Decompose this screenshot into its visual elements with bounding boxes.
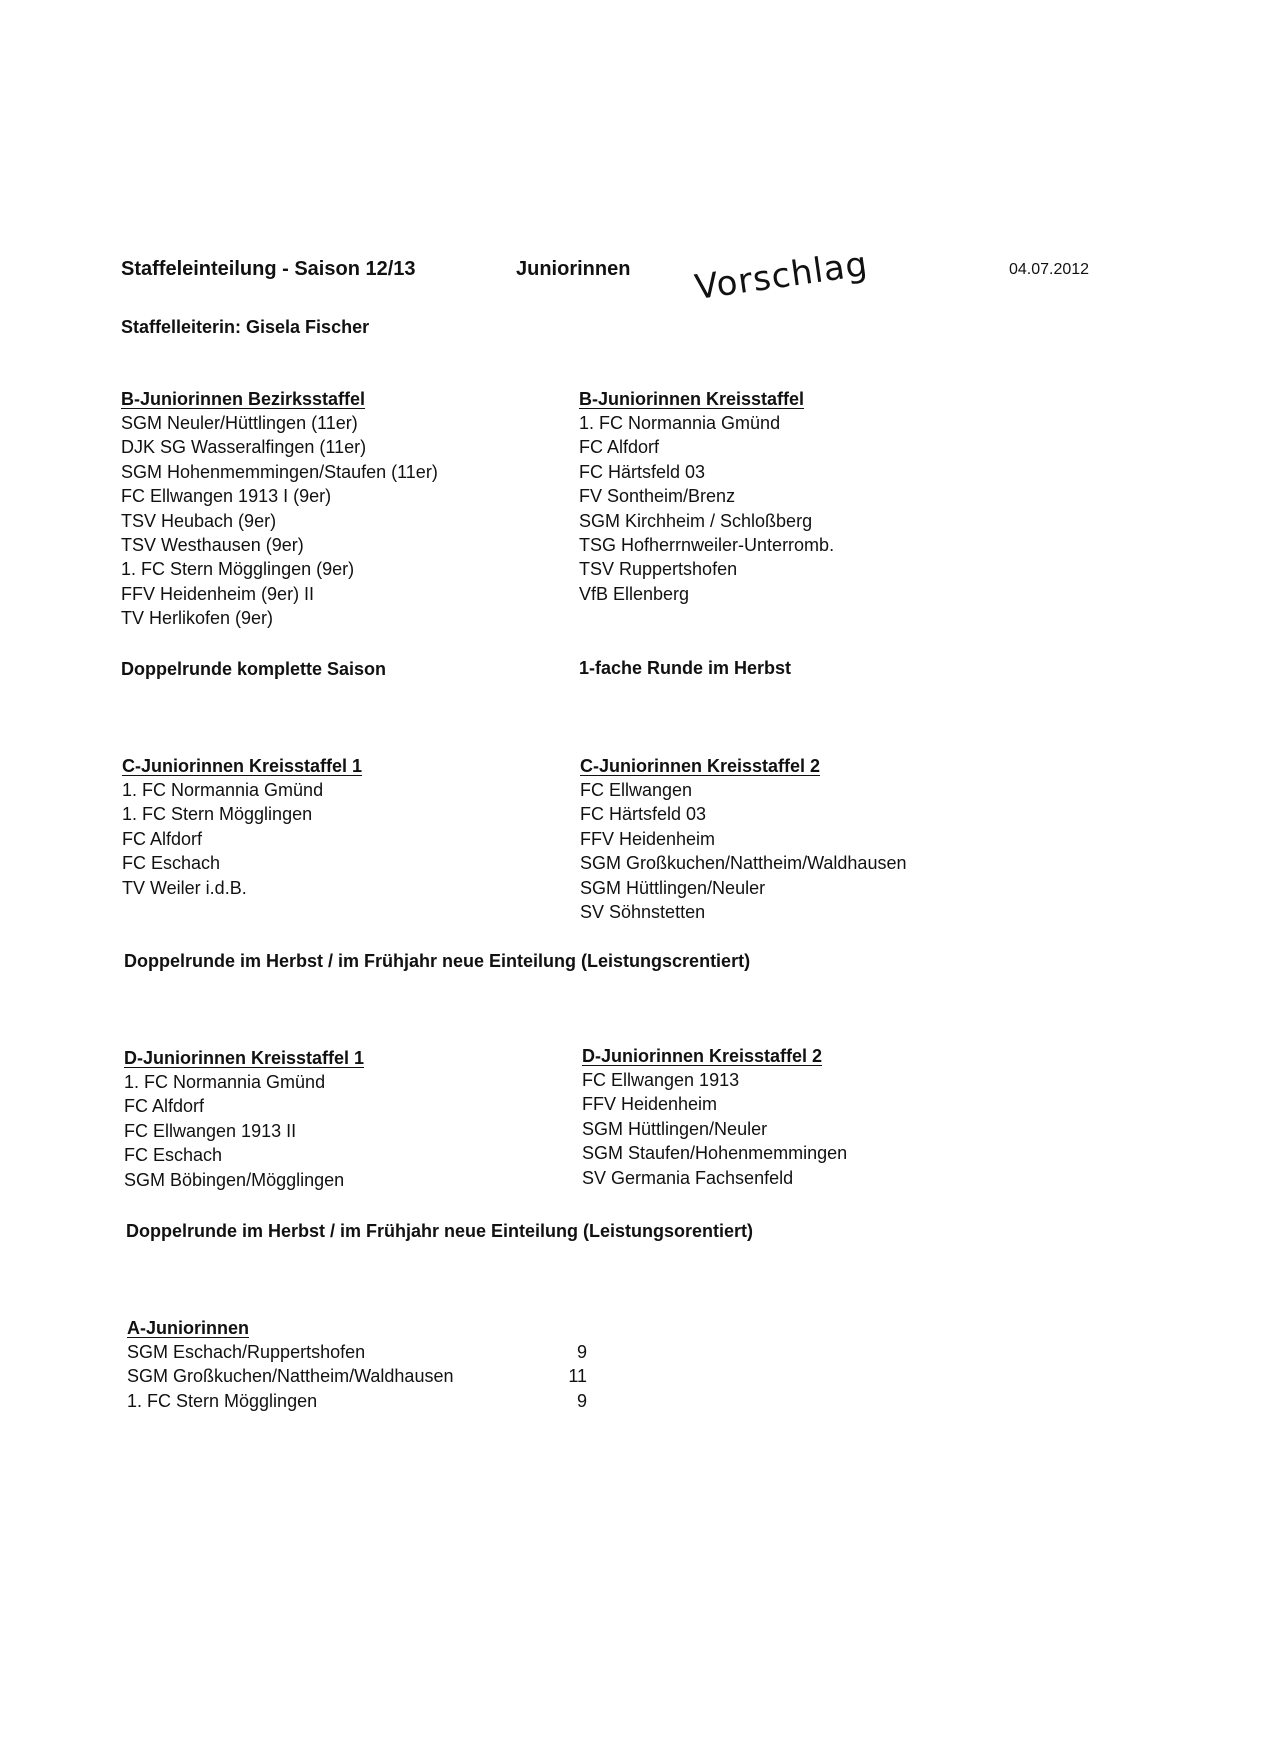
section-b-kreisstaffel bbox=[579, 389, 834, 606]
list-item: FC Eschach bbox=[124, 1145, 223, 1166]
team-list bbox=[122, 778, 362, 900]
c-note: Doppelrunde im Herbst / im Frühjahr neue Einteilung (Leistungscrentiert) bbox=[124, 951, 751, 971]
list-item: 1. FC Stern Mögglingen (9er) bbox=[121, 559, 355, 580]
list-item: VfB Ellenberg bbox=[579, 583, 690, 604]
section-title: C-Juniorinnen Kreisstaffel 1 bbox=[122, 756, 363, 776]
section-c-kreisstaffel-2 bbox=[580, 756, 906, 924]
team-list bbox=[579, 411, 834, 606]
proposal-stamp: Vorschlag bbox=[692, 244, 871, 308]
list-item: FC Alfdorf bbox=[124, 1096, 205, 1117]
list-item: FFV Heidenheim (9er) II bbox=[121, 583, 315, 604]
bleed-through-mark bbox=[560, 100, 573, 146]
section-title: C-Juniorinnen Kreisstaffel 2 bbox=[580, 756, 821, 776]
list-item: FC Ellwangen 1913 I (9er) bbox=[121, 486, 332, 507]
list-item: TSV Heubach (9er) bbox=[121, 510, 277, 531]
list-item: TV Weiler i.d.B. bbox=[122, 877, 247, 898]
table-row bbox=[127, 1340, 587, 1364]
page-title: Staffeleinteilung - Saison 12/13 bbox=[121, 258, 416, 280]
list-item: FC Ellwangen bbox=[580, 780, 693, 800]
table-row bbox=[127, 1389, 587, 1413]
section-title: D-Juniorinnen Kreisstaffel 1 bbox=[124, 1048, 365, 1068]
section-title: D-Juniorinnen Kreisstaffel 2 bbox=[582, 1046, 823, 1066]
table-row bbox=[127, 1364, 587, 1388]
list-item: SGM Hüttlingen/Neuler bbox=[580, 877, 766, 898]
team-name: SGM Eschach/Ruppertshofen bbox=[127, 1342, 366, 1362]
team-list bbox=[121, 411, 438, 631]
list-item: FFV Heidenheim bbox=[580, 828, 716, 849]
list-item: FC Eschach bbox=[122, 853, 221, 874]
staff-leader: Staffelleiterin: Gisela Fischer bbox=[121, 317, 370, 337]
list-item: SV Germania Fachsenfeld bbox=[582, 1167, 794, 1188]
b-bezirk-note: Doppelrunde komplette Saison bbox=[121, 659, 387, 679]
list-item: FC Alfdorf bbox=[122, 828, 203, 849]
team-name: 1. FC Stern Mögglingen bbox=[127, 1390, 318, 1411]
list-item: TSG Hofherrnweiler-Unterromb. bbox=[579, 535, 835, 556]
section-title: B-Juniorinnen Kreisstaffel bbox=[579, 389, 805, 409]
team-name: SGM Großkuchen/Nattheim/Waldhausen bbox=[127, 1366, 454, 1387]
list-item: TSV Ruppertshofen bbox=[579, 559, 738, 580]
section-c-kreisstaffel-1 bbox=[122, 756, 362, 900]
section-d-kreisstaffel-2 bbox=[582, 1046, 847, 1190]
list-item: 1. FC Stern Mögglingen bbox=[122, 804, 313, 825]
list-item: 1. FC Normannia Gmünd bbox=[122, 780, 324, 800]
document-date: 04.07.2012 bbox=[1009, 261, 1090, 278]
team-count: 11 bbox=[568, 1366, 587, 1387]
section-b-bezirksstaffel bbox=[121, 389, 438, 631]
d-note: Doppelrunde im Herbst / im Frühjahr neue Einteilung (Leistungsorentiert) bbox=[126, 1221, 754, 1241]
list-item: FC Härtsfeld 03 bbox=[579, 461, 706, 482]
list-item: FC Ellwangen 1913 II bbox=[124, 1120, 297, 1141]
section-title: B-Juniorinnen Bezirksstaffel bbox=[121, 389, 366, 409]
b-kreis-note: 1-fache Runde im Herbst bbox=[579, 658, 792, 678]
list-item: FC Alfdorf bbox=[579, 437, 660, 458]
category-title: Juniorinnen bbox=[516, 258, 631, 280]
list-item: 1. FC Normannia Gmünd bbox=[579, 413, 781, 433]
list-item: TV Herlikofen (9er) bbox=[121, 608, 274, 629]
list-item: FC Ellwangen 1913 bbox=[582, 1070, 740, 1090]
section-d-kreisstaffel-1 bbox=[124, 1048, 364, 1192]
section-title: A-Juniorinnen bbox=[127, 1318, 249, 1338]
team-list bbox=[127, 1340, 587, 1413]
list-item: FC Härtsfeld 03 bbox=[580, 804, 707, 825]
list-item: FV Sontheim/Brenz bbox=[579, 486, 736, 507]
list-item: SGM Kirchheim / Schloßberg bbox=[579, 510, 813, 531]
list-item: SGM Neuler/Hüttlingen (11er) bbox=[121, 413, 358, 433]
list-item: FFV Heidenheim bbox=[582, 1094, 718, 1115]
team-list bbox=[580, 778, 906, 924]
section-a-juniorinnen bbox=[127, 1318, 587, 1413]
team-list bbox=[582, 1068, 847, 1190]
list-item: SGM Staufen/Hohenmemmingen bbox=[582, 1143, 848, 1164]
list-item: SV Söhnstetten bbox=[580, 902, 706, 923]
list-item: 1. FC Normannia Gmünd bbox=[124, 1072, 326, 1092]
list-item: SGM Hohenmemmingen/Staufen (11er) bbox=[121, 461, 438, 482]
list-item: SGM Großkuchen/Nattheim/Waldhausen bbox=[580, 853, 907, 874]
list-item: SGM Hüttlingen/Neuler bbox=[582, 1118, 768, 1139]
team-count: 9 bbox=[576, 1342, 587, 1362]
team-count: 9 bbox=[576, 1390, 587, 1411]
list-item: TSV Westhausen (9er) bbox=[121, 535, 304, 556]
list-item: DJK SG Wasseralfingen (11er) bbox=[121, 437, 367, 458]
list-item: SGM Böbingen/Mögglingen bbox=[124, 1169, 345, 1190]
team-list bbox=[124, 1070, 364, 1192]
